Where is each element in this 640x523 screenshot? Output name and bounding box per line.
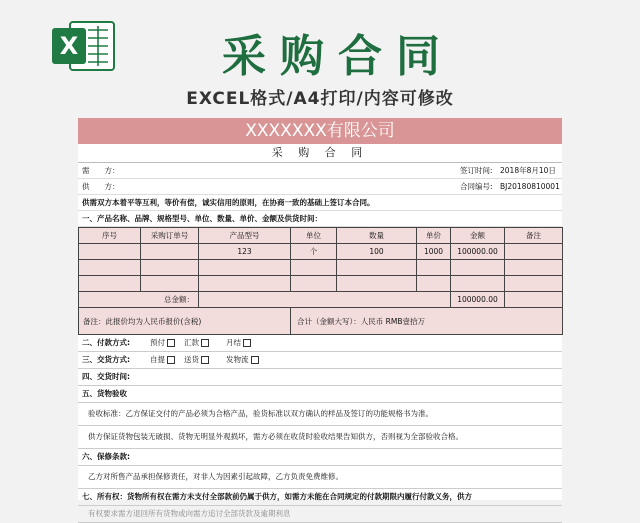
- note-row: [79, 308, 563, 335]
- col-header: 单位: [291, 228, 337, 244]
- price-note: 备注：此报价均为人民币报价(含税): [79, 308, 291, 335]
- buyer-label: 需 方：: [82, 166, 120, 175]
- document-title: 采 购 合 同: [78, 144, 562, 163]
- header: [0, 0, 640, 116]
- items-table: [78, 227, 563, 335]
- table-cell[interactable]: [141, 260, 199, 276]
- ownership-row-2: [78, 506, 562, 523]
- checkbox-icon[interactable]: [251, 356, 259, 364]
- col-header: 数量: [337, 228, 417, 244]
- table-cell[interactable]: [79, 276, 141, 292]
- table-row: [79, 244, 563, 260]
- table-cell[interactable]: [79, 260, 141, 276]
- payment-row: [78, 335, 562, 352]
- payment-label: 二、付款方式:: [82, 338, 130, 347]
- table-cell[interactable]: 100000.00: [451, 244, 505, 260]
- table-cell[interactable]: [199, 260, 291, 276]
- table-cell[interactable]: [141, 244, 199, 260]
- table-row: [79, 276, 563, 292]
- page-title: 采购合同: [222, 31, 454, 82]
- table-cell[interactable]: [451, 260, 505, 276]
- checkbox-icon[interactable]: [201, 339, 209, 347]
- table-cell[interactable]: [451, 276, 505, 292]
- table-cell[interactable]: [79, 244, 141, 260]
- warranty-text-row: [78, 466, 562, 489]
- col-header: 单价: [417, 228, 451, 244]
- payment-option-remit[interactable]: 汇款: [184, 335, 209, 351]
- acceptance-text-1: 验收标准：乙方保证交付的产品必须为合格产品，验货标准以双方确认的样品及签订的功能规格书为准。: [88, 409, 433, 418]
- table-cell[interactable]: [199, 276, 291, 292]
- table-cell[interactable]: [417, 260, 451, 276]
- warranty-label: 六、保修条款:: [82, 452, 130, 461]
- table-cell[interactable]: [291, 276, 337, 292]
- contract-no-label: 合同编号:: [460, 182, 493, 191]
- acceptance-text-row-2: [78, 426, 562, 449]
- table-cell[interactable]: [505, 260, 563, 276]
- warranty-text: 乙方对所售产品承担保修责任，对非人为因素引起故障，乙方负责免费维修。: [88, 472, 343, 481]
- table-cell[interactable]: [291, 260, 337, 276]
- excel-logo-icon: [50, 20, 116, 72]
- sign-time-label: 签订时间:: [460, 166, 493, 175]
- payment-option-prepay[interactable]: 预付: [150, 335, 175, 351]
- section1-heading: 一、产品名称、品牌、规格型号、单位、数量、单价、金额及供货时间：: [82, 214, 322, 223]
- col-header: 序号: [79, 228, 141, 244]
- col-header: 备注: [505, 228, 563, 244]
- table-cell[interactable]: 1000: [417, 244, 451, 260]
- svg-text:X: X: [59, 32, 79, 60]
- delivery-row: [78, 352, 562, 369]
- checkbox-icon[interactable]: [201, 356, 209, 364]
- acceptance-text-row-1: [78, 403, 562, 426]
- table-cell[interactable]: [505, 276, 563, 292]
- buyer-row: [78, 163, 562, 179]
- table-cell[interactable]: [505, 244, 563, 260]
- table-header-row: [79, 228, 563, 244]
- delivery-label: 三、交货方式:: [82, 355, 130, 364]
- total-label: 总金额：: [79, 292, 199, 308]
- table-cell[interactable]: [337, 260, 417, 276]
- ownership-row: [78, 489, 562, 506]
- total-value[interactable]: 100000.00: [451, 292, 505, 308]
- company-name-bar: XXXXXXX有限公司: [78, 118, 562, 144]
- sign-time-value: 2018年8月10日: [500, 166, 556, 175]
- table-cell[interactable]: [337, 276, 417, 292]
- supplier-row: [78, 179, 562, 195]
- checkbox-icon[interactable]: [167, 356, 175, 364]
- table-row: [79, 260, 563, 276]
- warranty-row: [78, 449, 562, 466]
- checkbox-icon[interactable]: [167, 339, 175, 347]
- total-row: [79, 292, 563, 308]
- col-header: 采购订单号: [141, 228, 199, 244]
- section1-row: [78, 211, 562, 227]
- delivery-option-logistics[interactable]: 发物流: [226, 352, 259, 368]
- contract-no-value: BJ20180810001: [500, 182, 560, 191]
- table-cell[interactable]: 123: [199, 244, 291, 260]
- intro-row: [78, 195, 562, 211]
- payment-option-monthly[interactable]: 月结: [226, 335, 251, 351]
- delivery-option-ship[interactable]: 送货: [184, 352, 209, 368]
- acceptance-row: [78, 386, 562, 403]
- col-header: 产品型号: [199, 228, 291, 244]
- col-header: 金额: [451, 228, 505, 244]
- table-cell[interactable]: 个: [291, 244, 337, 260]
- page-subtitle: EXCEL格式/A4打印/内容可修改: [186, 89, 454, 109]
- ownership-text-cut: 有权要求需方退回所有货物或向需方追讨全部货款及逾期利息: [88, 509, 291, 518]
- ownership-text: 七、所有权：货物所有权在需方未支付全部款前仍属于供方，如需方未能在合同规定的付款期限内履行付款义务，供方: [82, 492, 472, 501]
- delivery-option-pickup[interactable]: 自提: [150, 352, 175, 368]
- supplier-label: 供 方：: [82, 182, 120, 191]
- amount-in-words: 合计（金额大写）：人民币 RMB壹拾万: [291, 308, 563, 335]
- acceptance-text-2: 供方保证货物包装无破损、货物无明显外观损坏，需方必须在收货时验收结果告知供方，否则视为全部验收合格。: [88, 432, 463, 441]
- table-cell[interactable]: 100: [337, 244, 417, 260]
- intro-text: 供需双方本着平等互利，等价有偿，诚实信用的原则，在协商一致的基础上签订本合同。: [82, 198, 375, 207]
- table-cell[interactable]: [141, 276, 199, 292]
- acceptance-label: 五、货物验收: [82, 389, 127, 398]
- contract-sheet: [78, 118, 562, 518]
- table-cell[interactable]: [417, 276, 451, 292]
- checkbox-icon[interactable]: [243, 339, 251, 347]
- delivery-time-label: 四、交货时间:: [82, 372, 130, 381]
- delivery-time-row: [78, 369, 562, 386]
